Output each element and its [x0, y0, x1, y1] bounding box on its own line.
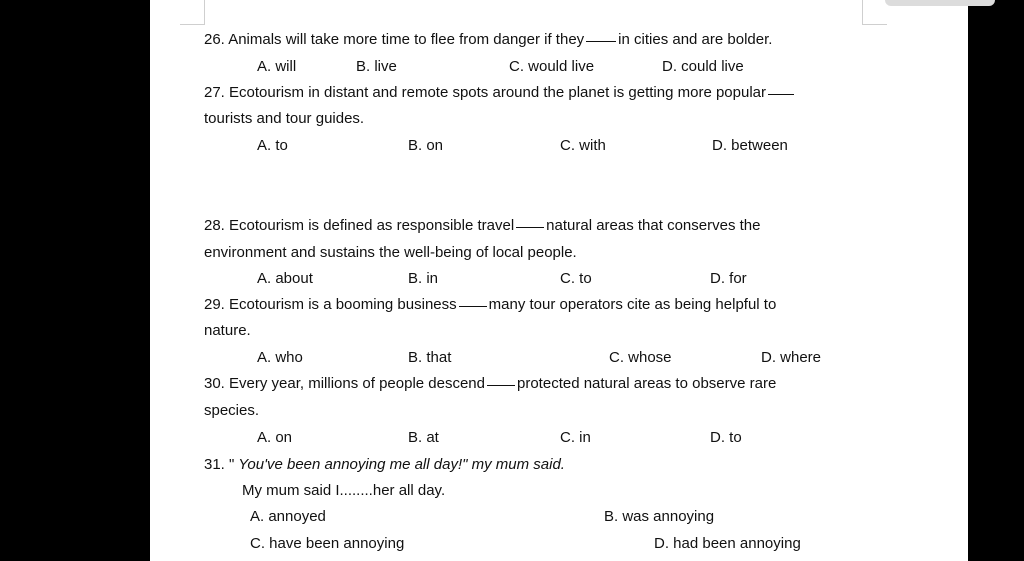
question-27-option-c[interactable]: C. with [560, 137, 606, 154]
question-28-option-a[interactable]: A. about [257, 270, 313, 287]
question-26-option-b[interactable]: B. live [356, 58, 397, 75]
answer-blank [768, 93, 794, 95]
question-29-option-a[interactable]: A. who [257, 349, 303, 366]
question-26-option-d[interactable]: D. could live [662, 58, 744, 75]
question-28-option-c[interactable]: C. to [560, 270, 592, 287]
question-27-option-d[interactable]: D. between [712, 137, 788, 154]
question-31-option-a[interactable]: A. annoyed [250, 508, 326, 525]
question-27-option-b[interactable]: B. on [408, 137, 444, 154]
question-31-option-c[interactable]: C. have been annoying [250, 535, 405, 552]
answer-blank [586, 40, 616, 42]
question-28-line2: environment and sustains the well-being of local people. [204, 244, 577, 261]
answer-blank [459, 305, 487, 307]
question-28-stem: 28. Ecotourism is defined as responsible travel natural areas that conserves the [204, 217, 761, 234]
question-27-option-a[interactable]: A. to [257, 137, 288, 154]
top-edge-glare [885, 0, 995, 6]
answer-blank [487, 384, 515, 386]
crop-mark-top-right [862, 0, 887, 25]
question-31-line2: My mum said I........her all day. [242, 482, 446, 499]
question-29-option-b[interactable]: B. that [408, 349, 452, 366]
crop-mark-top-left [180, 0, 205, 25]
question-30-option-c[interactable]: C. in [560, 429, 591, 446]
answer-blank [516, 226, 544, 228]
question-26-option-a[interactable]: A. will [257, 58, 297, 75]
question-28-option-d[interactable]: D. for [710, 270, 747, 287]
question-29-option-c[interactable]: C. whose [609, 349, 672, 366]
question-27-line2: tourists and tour guides. [204, 110, 365, 127]
question-26-option-c[interactable]: C. would live [509, 58, 595, 75]
question-31-option-b[interactable]: B. was annoying [604, 508, 715, 525]
question-28-option-b[interactable]: B. in [408, 270, 439, 287]
question-30-stem: 30. Every year, millions of people descend protected natural areas to observe rare [204, 375, 777, 392]
question-30-option-a[interactable]: A. on [257, 429, 293, 446]
question-27-stem: 27. Ecotourism in distant and remote spots around the planet is getting more popular [204, 84, 796, 102]
question-30-line2: species. [204, 402, 260, 419]
question-29-stem: 29. Ecotourism is a booming business many tour operators cite as being helpful to [204, 296, 777, 313]
question-31-option-d[interactable]: D. had been annoying [654, 535, 801, 552]
question-29-line2: nature. [204, 322, 251, 339]
question-29-option-d[interactable]: D. where [761, 349, 822, 366]
question-26-stem: 26. Animals will take more time to flee from danger if they in cities and are bolder. [204, 31, 773, 48]
question-31-stem: 31. " You've been annoying me all day!" my mum said. [204, 456, 565, 473]
question-30-option-b[interactable]: B. at [408, 429, 439, 446]
question-30-option-d[interactable]: D. to [710, 429, 742, 446]
